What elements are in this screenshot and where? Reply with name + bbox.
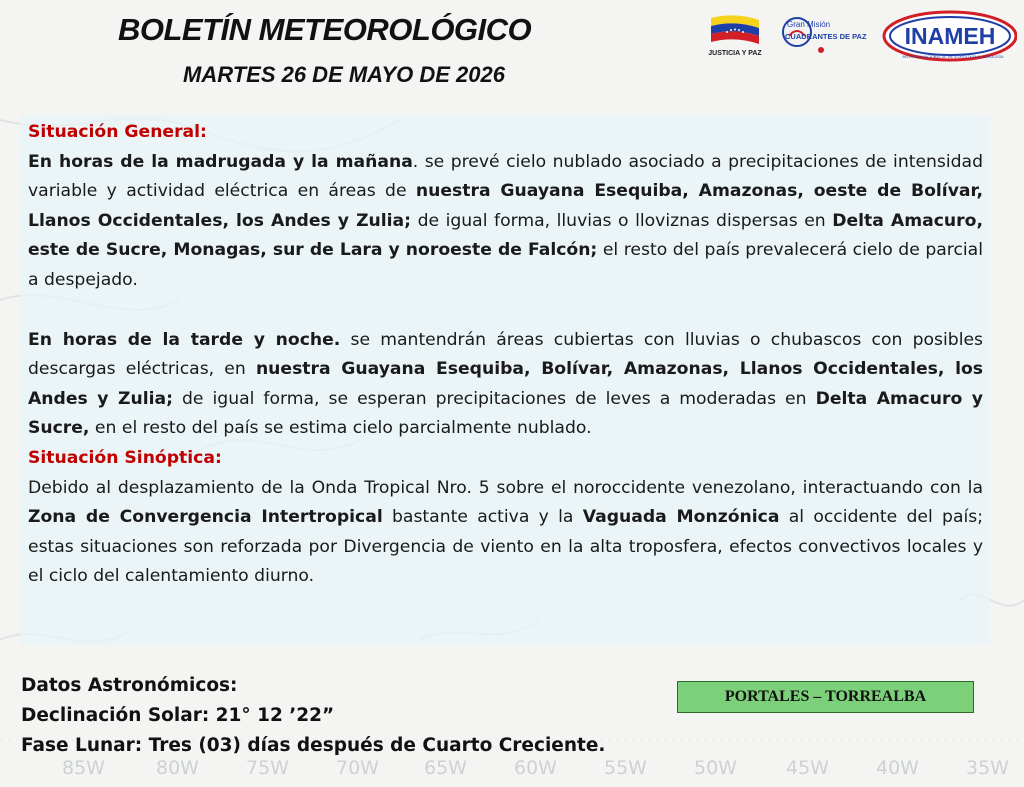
solar-declination: Declinación Solar: 21° 12 ’22” <box>21 705 335 726</box>
longitude-label: 70W <box>336 757 379 779</box>
longitude-label: 60W <box>514 757 557 779</box>
paragraph-sinoptica <box>28 474 983 592</box>
bulletin-body <box>28 118 983 592</box>
logo-caption: INSTITUTO NACIONAL DE METEOROLOGÍA E HIDROLOGÍA <box>902 55 1004 59</box>
bold-span: Delta Amacuro, este de Sucre, Monagas, sur de Lara y noroeste de Falcón; <box>28 210 983 261</box>
venezuela-flag-logo <box>708 15 762 57</box>
bold-span: Zona de Convergencia Intertropical <box>28 507 383 528</box>
text-span: Debido al desplazamiento de la Onda Tropical Nro. 5 sobre el noroccidente venezolano, interactuando con la <box>28 477 983 498</box>
longitude-label: 85W <box>62 757 105 779</box>
longitude-label: 65W <box>424 757 467 779</box>
bold-span: En horas de la madrugada y la mañana <box>28 151 413 172</box>
text-span: de igual forma, se esperan precipitaciones de leves a moderadas en <box>172 388 816 409</box>
bold-span: Vaguada Monzónica <box>582 507 780 528</box>
text-span: en el resto del país se estima cielo parcialmente nublado. <box>89 418 592 439</box>
paragraph-tarde <box>28 326 983 444</box>
bold-span: Delta Amacuro y Sucre, <box>28 388 984 439</box>
portales-badge: PORTALES – TORREALBA <box>677 681 974 713</box>
text-span: bastante activa y la <box>382 507 583 528</box>
text-span: se mantendrán áreas cubiertas con lluvias o chubascos con posibles descargas eléctricas, en <box>28 329 983 380</box>
text-span: el resto del país prevalecerá cielo de parcial a despejado. <box>28 240 983 290</box>
logos-group <box>705 8 1017 70</box>
bulletin-title: BOLETÍN METEOROLÓGICO <box>118 12 532 47</box>
astro-heading: Datos Astronómicos: <box>21 675 238 696</box>
cuadrantes-de-paz-logo <box>783 18 867 53</box>
longitude-label: 75W <box>246 757 289 779</box>
longitude-label: 55W <box>604 757 647 779</box>
bulletin-date: MARTES 26 DE MAYO DE 2026 <box>183 62 505 87</box>
longitude-label: 35W <box>966 757 1009 779</box>
situacion-general-heading: Situación General: <box>28 122 207 142</box>
longitude-label: 45W <box>786 757 829 779</box>
logo-text: CUADRANTES DE PAZ <box>785 32 867 41</box>
longitude-label: 50W <box>694 757 737 779</box>
astronomical-data <box>21 671 605 761</box>
paragraph-manana <box>28 148 983 296</box>
longitude-label: 40W <box>876 757 919 779</box>
logo-text: Gran Misión <box>787 20 831 29</box>
text-span: al occidente del país; estas situaciones son reforzada por Divergencia de viento en la alta troposfera, efectos convectivos locales y el ciclo del calentamiento diurno. <box>28 507 984 587</box>
logo-caption: JUSTICIA Y PAZ <box>708 50 762 57</box>
moon-phase: Fase Lunar: Tres (03) días después de Cuarto Creciente. <box>21 735 606 756</box>
longitude-label: 80W <box>156 757 199 779</box>
inameh-logo <box>884 12 1016 60</box>
situacion-sinoptica-heading: Situación Sinóptica: <box>28 447 222 468</box>
bold-span: En horas de la tarde y noche. <box>28 329 341 350</box>
text-span: . se prevé cielo nublado asociado a precipitaciones de intensidad variable y actividad eléctrica en áreas de <box>28 151 983 202</box>
text-span: de igual forma, lluvias o lloviznas dispersas en <box>411 210 833 231</box>
bold-span: nuestra Guayana Esequiba, Amazonas, oeste de Bolívar, Llanos Occidentales, los Andes y Zulia; <box>28 181 983 231</box>
logo-text: INAMEH <box>904 23 996 49</box>
bold-span: nuestra Guayana Esequiba, Bolívar, Amazonas, Llanos Occidentales, los Andes y Zulia; <box>28 359 984 409</box>
